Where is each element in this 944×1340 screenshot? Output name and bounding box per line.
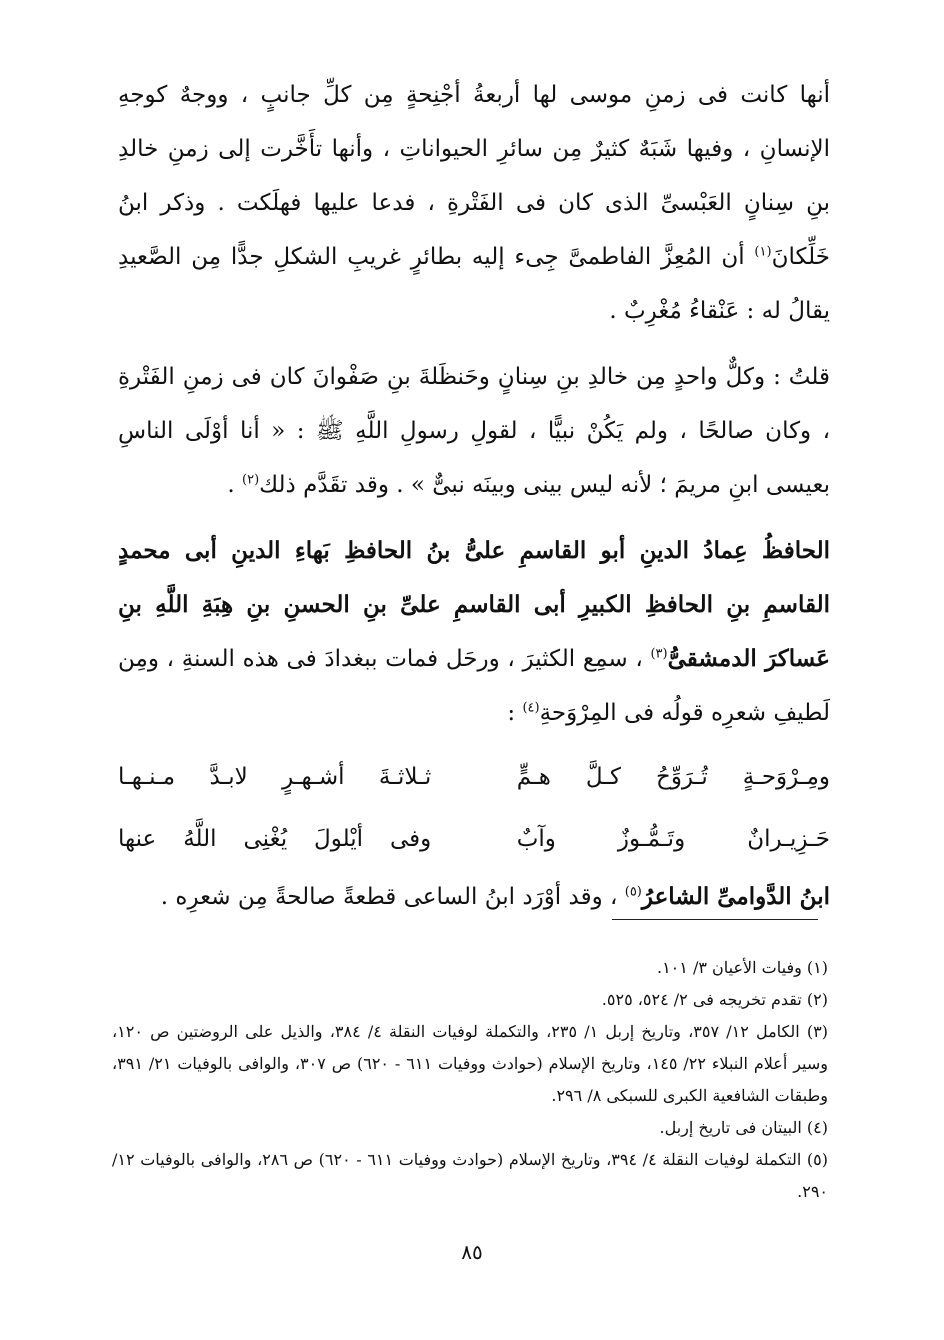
poem <box>118 746 830 870</box>
biography-entry <box>118 870 830 924</box>
footnotes <box>112 952 828 1208</box>
verse-line <box>118 746 830 808</box>
paragraph-text: أن المُعِزَّ الفاطمىَّ جِىء إليه بطائرٍ غريبِ الشكلِ جدًّا مِن الصَّعيدِ يقالُ له : عَنْقاءُ مُغْرِبٌ . <box>118 244 830 324</box>
paragraph-anqa <box>118 68 830 338</box>
footnote-ref: (٤) <box>522 700 540 716</box>
footnote: (٢) تقدم تخريجه فى ٢/ ٥٢٤، ٥٢٥. <box>601 990 828 1009</box>
footnote-ref: (٥) <box>624 884 642 900</box>
paragraph-text: : <box>507 700 523 726</box>
main-text <box>118 68 830 924</box>
verse-hemistich-first: ومِـرْوَحـةٍ تُـرَوِّحُ كـلَّ هـمٍّ <box>516 764 830 790</box>
paragraph-text: أنها كانت فى زمنِ موسى لها أربعةُ أجْنِحةٍ مِن كلِّ جانبٍ ، ووجهٌ كوجهِ الإنسانِ ، وفيها شَبَهٌ كثيرٌ مِن سائرِ الحيواناتِ ، وأنها تأَخَّرت إلى زمنِ خالدِ بنِ سِنانٍ العَبْسىِّ الذى كان فى الفَتْرةِ ، فدعا عليها فهلَكت . وذكر ابنُ خَلِّكانَ <box>118 82 830 270</box>
footnote-separator <box>612 919 818 920</box>
biography-name: الحافظُ عِمادُ الدينِ أبو القاسمِ علىُّ بنُ الحافظِ بَهاءِ الدينِ أبى محمدٍ القاسمِ بنِ الحافظِ الكبيرِ أبى القاسمِ علىِّ بنِ الحسنِ بنِ هِبَةِ اللَّهِ بنِ عَساكرَ الدمشقىُّ <box>118 537 830 672</box>
page-number: ٨٥ <box>461 1240 483 1264</box>
footnote: (٣) الكامل ١٢/ ٣٥٧، وتاريخ إربل ١/ ٢٣٥، والتكملة لوفيات النقلة ٤/ ٣٨٤، والذيل على الروضتين ص ١٢٠، وسير أعلام النبلاء ٢٢/ ١٤٥، وتاريخ الإسلام (حوادث ووفيات ٦١١ - ٦٢٠) ص ٣٠٧، والوافى بالوفيات ٢١/ ٣٩١، وطبقات الشافعية الكبرى للسبكى ٨/ ٢٩٦. <box>112 1022 829 1105</box>
verse-hemistich-first: حَـزِيـرانٌ وتَـمُّـوزٌ وآبٌ <box>516 826 830 852</box>
footnote-ref: (٣) <box>650 646 668 662</box>
footnote: (٤) البيتان فى تاريخ إربل. <box>659 1118 828 1137</box>
footnote: (٥) التكملة لوفيات النقلة ٤/ ٣٩٤، وتاريخ الإسلام (حوادث ووفيات ٦١١ - ٦٢٠) ص ٢٨٦، والوافى بالوفيات ١٢/ ٢٩٠. <box>112 1150 829 1201</box>
footnote: (١) وفيات الأعيان ٣/ ١٠١. <box>656 958 828 977</box>
verse-hemistich-second: وفى أيْلولَ يُغْنِى اللَّهُ عنها <box>118 826 432 852</box>
paragraph-text: قلتُ : وكلٌّ واحدٍ مِن خالدِ بنِ سِنانٍ وحَنظَلةَ بنِ صَفْوانَ كان فى زمنِ الفَتْرةِ ، وكان صالحًا ، ولم يَكُنْ نبيًّا ، لقولِ رسولِ اللَّهِ ﷺ : « أنا أوْلَى الناسِ بعيسى ابنِ مريمَ ؛ لأنه ليس بينى وبينَه نبىٌّ » . وقد تقَدَّم ذلك <box>118 364 830 498</box>
footnote-ref: (١) <box>754 244 772 260</box>
paragraph-text: ، سمِع الكثيرَ ، ورحَل فمات ببغدادَ فى هذه السنةِ ، ومِن لَطيفِ شعرِه قولُه فى المِرْوَحةِ <box>118 646 830 726</box>
paragraph-text: ، وقد أوْرَد ابنُ الساعى قطعةً صالحةً مِن شعرِه . <box>160 884 625 910</box>
paragraph-comment <box>118 350 830 512</box>
biography-entry <box>118 524 830 740</box>
paragraph-text: . <box>227 472 242 498</box>
biography-name: ابنُ الدَّوامىِّ الشاعرُ <box>641 883 830 910</box>
verse-line <box>118 808 830 870</box>
verse-hemistich-second: ثـلاثـةَ أشـهـرٍ لابـدَّ مـنـهـا <box>118 764 432 790</box>
footnote-ref: (٢) <box>242 472 260 488</box>
